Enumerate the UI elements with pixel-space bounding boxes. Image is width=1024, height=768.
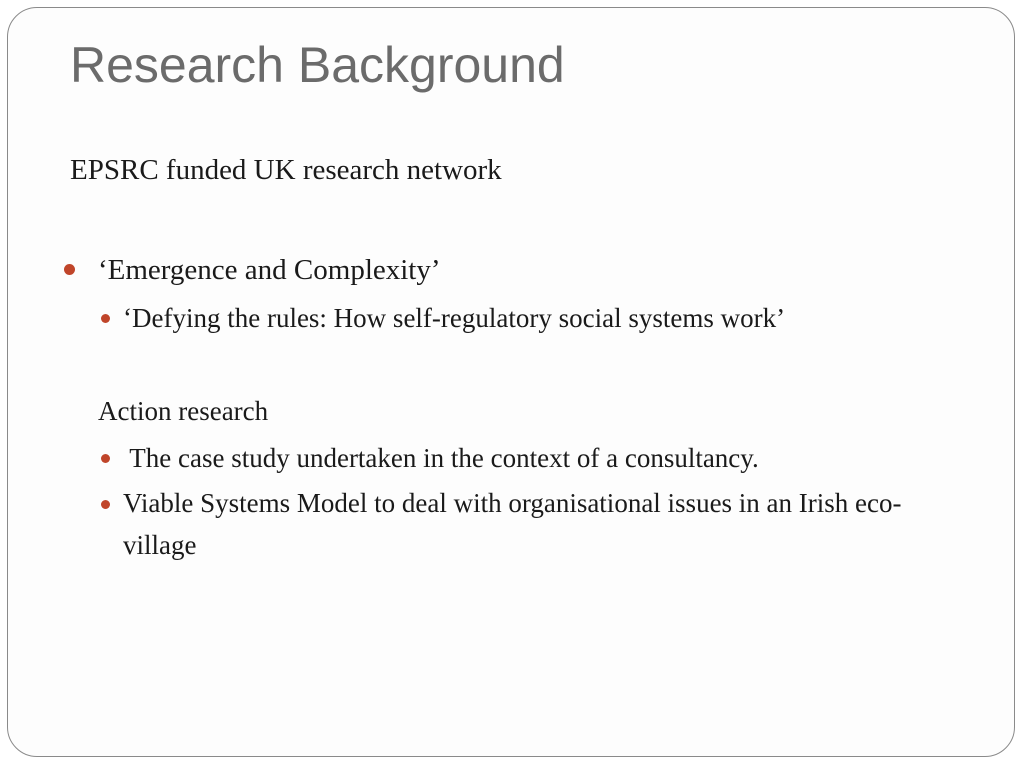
bullet-dot-icon [101, 500, 110, 509]
bullet-text-case-study: The case study undertaken in the context of a consultancy. [123, 443, 759, 473]
bullet-dot-icon [64, 264, 75, 275]
bullet-text-defying-rules: ‘Defying the rules: How self-regulatory social systems work’ [123, 303, 786, 333]
slide-title: Research Background [70, 37, 565, 93]
section-heading-action-research: Action research [98, 396, 269, 426]
bullet-text-vsm: Viable Systems Model to deal with organisational issues in an Irish eco-village [123, 488, 902, 560]
bullet-dot-icon [101, 314, 110, 323]
bullet-text-emergence: ‘Emergence and Complexity’ [98, 254, 441, 286]
bullet-dot-icon [101, 454, 110, 463]
slide-frame [7, 7, 1015, 757]
slide-subtitle: EPSRC funded UK research network [70, 154, 502, 186]
